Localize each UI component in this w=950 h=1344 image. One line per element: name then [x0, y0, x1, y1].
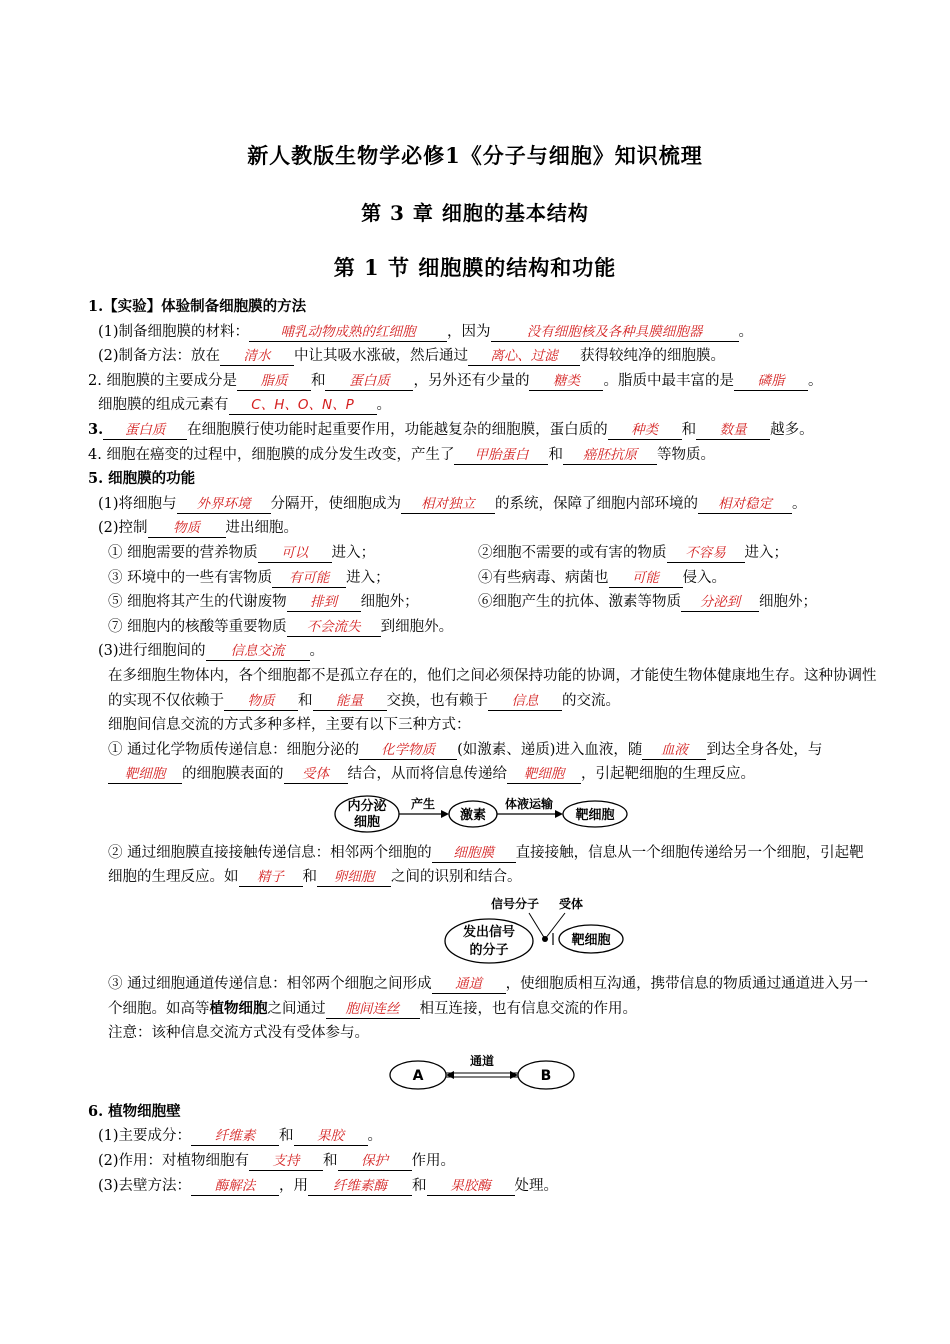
s5-p2: [88, 516, 878, 541]
text: 和: [548, 446, 563, 463]
fill-blank: 有可能: [272, 570, 346, 588]
fill-blank: 酶解法: [191, 1178, 279, 1196]
s5-heading: 5. 细胞膜的功能: [88, 470, 196, 488]
fill-blank: C、H、O、N、P: [229, 397, 377, 415]
s5-items-row3: [88, 590, 878, 615]
fill-blank: 通道: [432, 976, 506, 994]
text: 作用。: [411, 1153, 456, 1170]
fill-blank: 靶细胞: [507, 766, 581, 784]
node-label: A: [412, 1067, 424, 1084]
text: 在细胞膜行使功能时起重要作用，功能越复杂的细胞膜，蛋白质的: [187, 421, 608, 438]
fill-blank: 果胶酶: [427, 1178, 515, 1196]
fill-blank: 受体: [284, 766, 348, 784]
text: (3)去壁方法：: [98, 1177, 192, 1194]
node-label: 细胞: [353, 814, 381, 830]
text: (2)制备方法：放在: [98, 348, 221, 365]
text: 进入；: [331, 544, 376, 561]
flow-diagram-3: [388, 1051, 578, 1091]
text: 获得较纯净的细胞膜。: [580, 348, 726, 365]
list-item: [478, 541, 878, 566]
fill-blank: 纤维素: [191, 1128, 279, 1146]
fill-blank: 癌胚抗原: [563, 447, 657, 465]
fill-blank: 甲胎蛋白: [454, 447, 548, 465]
text: 细胞膜的组成元素有: [98, 397, 229, 414]
text: (1)制备细胞膜的材料：: [98, 323, 250, 340]
text: ① 细胞需要的营养物质: [108, 544, 258, 561]
node-label: 激素: [459, 807, 487, 823]
list-item: [478, 566, 878, 591]
text: 结合，从而将信息传递给: [347, 766, 507, 783]
fill-blank: 哺乳动物成熟的红细胞: [249, 324, 447, 342]
fill-blank: 精子: [239, 869, 303, 887]
chapter-title: 第 3 章 细胞的基本结构: [361, 201, 589, 225]
flow-diagram-2: [443, 895, 633, 967]
text: 越多。: [770, 421, 814, 438]
text: 和: [681, 421, 697, 438]
text: 的细胞膜表面的: [182, 766, 284, 783]
fill-blank: 信息: [488, 693, 562, 711]
text: ，引起靶细胞的生理反应。: [581, 766, 755, 783]
text: ，另外还有少量的: [413, 372, 530, 389]
text: ③ 通过细胞通道传递信息：相邻两个细胞之间形成: [108, 976, 432, 993]
text: 中让其吸水涨破，然后通过: [294, 348, 469, 365]
text: ，使细胞质相互沟通，携带信息的物质通过通道进入另一个细胞。如高等: [108, 976, 869, 1017]
list-item: [88, 541, 478, 566]
s5-items-row1: [88, 541, 878, 566]
fill-blank: 脂质: [237, 373, 311, 391]
fill-blank: 可以: [258, 545, 332, 563]
s2-line2: [88, 393, 878, 418]
text: 处理。: [514, 1177, 559, 1194]
fill-blank: 种类: [608, 422, 682, 440]
fill-blank: 信息交流: [206, 643, 310, 661]
text: 侵入。: [682, 569, 726, 586]
text: 的系统，保障了细胞内部环境的: [495, 495, 699, 512]
text: 。: [376, 397, 391, 414]
s5-note: 注意：该种信息交流方式没有受体参与。: [108, 1025, 369, 1042]
s1-line2: [88, 344, 878, 369]
fill-blank: 物质: [148, 520, 226, 538]
s5-p3: [88, 639, 878, 664]
fill-blank: 血液: [642, 742, 706, 760]
text: 和: [279, 1128, 294, 1145]
fill-blank: 保护: [338, 1153, 412, 1171]
diagram-chemical-signal: [88, 791, 878, 837]
fill-blank: 胞间连丝: [326, 1001, 420, 1019]
s6-l3: [88, 1174, 878, 1199]
text: (1)主要成分：: [98, 1128, 192, 1145]
s5-method1: [88, 738, 878, 787]
node-label: 靶细胞: [571, 933, 611, 949]
diagram-direct-contact: [88, 894, 878, 968]
node-label: B: [540, 1067, 552, 1084]
text: ，用: [279, 1177, 309, 1194]
node-label: 内分泌: [347, 798, 387, 814]
text: 。脂质中最丰富的是: [603, 372, 734, 389]
fill-blank: 排到: [287, 594, 361, 612]
fill-blank: 蛋白质: [325, 373, 413, 391]
channel-label: 通道: [469, 1053, 495, 1068]
fill-blank: 细胞膜: [432, 845, 516, 863]
text: 和: [412, 1177, 427, 1194]
text: ② 通过细胞膜直接接触传递信息：相邻两个细胞的: [108, 844, 432, 861]
fill-blank: 支持: [249, 1153, 323, 1171]
pointer-line: [545, 913, 565, 939]
arrowhead-icon: [510, 1071, 518, 1079]
text: ④有些病毒、病菌也: [478, 569, 609, 586]
text: 2. 细胞膜的主要成分是: [88, 372, 237, 389]
text: 和: [298, 692, 313, 709]
text: (1)将细胞与: [98, 495, 177, 512]
arrowhead-icon: [555, 810, 563, 818]
fill-blank: 清水: [220, 348, 294, 366]
s5-method2: [88, 841, 878, 890]
flow-diagram-1: [333, 793, 633, 835]
text: 等物质。: [656, 446, 715, 463]
text: ① 通过化学物质传递信息：细胞分泌的: [108, 741, 360, 758]
text: ⑦ 细胞内的核酸等重要物质: [108, 618, 287, 635]
text: 进入；: [346, 569, 390, 586]
text: 。: [792, 495, 807, 512]
s6-l2: [88, 1149, 878, 1174]
arrow-label: 体液运输: [504, 796, 554, 811]
signal-label: 信号分子: [490, 897, 540, 912]
text: 进入；: [744, 544, 788, 561]
node-label: 的分子: [469, 943, 509, 959]
bold-term: 植物细胞: [209, 999, 268, 1017]
fill-blank: 可能: [609, 570, 683, 588]
text: (如激素、递质)进入血液，随: [457, 741, 643, 758]
receptor-label: 受体: [558, 897, 584, 912]
fill-blank: 数量: [696, 422, 770, 440]
text: ③ 环境中的一些有害物质: [108, 569, 273, 586]
text: ②细胞不需要的或有害的物质: [478, 544, 667, 561]
s5-items-row2: [88, 566, 878, 591]
list-item: [88, 590, 478, 615]
list-item: [88, 566, 478, 591]
document-title: 新人教版生物学必修1《分子与细胞》知识梳理: [247, 143, 703, 168]
text: 。: [309, 643, 325, 660]
text: 在多细胞生物体内，各个细胞都不是孤立存在的，他们之间必须保持功能的协调，才能使生物体健康地生存。这种协调性的实现不仅依赖于: [108, 667, 877, 709]
s5-para1: [88, 664, 878, 713]
arrowhead-icon: [446, 1071, 454, 1079]
text: 。: [367, 1128, 383, 1145]
text: 。: [807, 372, 823, 389]
fill-blank: 没有细胞核及各种具膜细胞器: [491, 324, 739, 342]
fill-blank: 物质: [224, 693, 298, 711]
fill-blank: 糖类: [529, 373, 603, 391]
text: 细胞外；: [759, 594, 817, 611]
fill-blank: 分泌到: [681, 594, 759, 612]
text: (2)控制: [98, 520, 148, 537]
text: (2)作用：对植物细胞有: [98, 1153, 250, 1170]
node-label: 靶细胞: [575, 807, 615, 823]
text: 到达全身各处，与: [706, 741, 823, 758]
arrowhead-icon: [441, 810, 449, 818]
arrow-label: 产生: [410, 796, 436, 811]
text: 和: [310, 372, 326, 389]
fill-blank: 不会流失: [287, 619, 381, 637]
text: 进出细胞。: [225, 520, 299, 537]
s1-heading: 1.【实验】体验制备细胞膜的方法: [88, 298, 307, 315]
text: 交换，也有赖于: [386, 692, 488, 709]
fill-blank: 相对独立: [401, 496, 495, 514]
fill-blank: 靶细胞: [108, 766, 182, 784]
fill-blank: 外界环境: [177, 496, 271, 514]
list-item: [478, 590, 878, 615]
text: 直接接触，信息从一个细胞传递给另一个细胞，引起靶细胞的生理反应。如: [108, 844, 864, 886]
fill-blank: 能量: [313, 693, 387, 711]
text: 相互连接，也有信息交流的作用。: [419, 1000, 637, 1017]
s5-para2: 细胞间信息交流的方式多种多样，主要有以下三种方式：: [108, 717, 471, 734]
s1-line1: [88, 320, 878, 345]
text: 到细胞外。: [380, 618, 454, 635]
fill-blank: 相对稳定: [698, 496, 792, 514]
s5-p1: [88, 492, 878, 517]
section-title: 第 1 节 细胞膜的结构和功能: [333, 255, 617, 280]
text: 和: [302, 869, 317, 886]
s6-heading: 6. 植物细胞壁: [88, 1102, 181, 1120]
item-number: 3.: [88, 420, 104, 438]
fill-blank: 不容易: [667, 545, 745, 563]
fill-blank: 卵细胞: [317, 869, 391, 887]
text: (3)进行细胞间的: [98, 643, 206, 660]
text: ⑤ 细胞将其产生的代谢废物: [108, 594, 287, 611]
s5-method3: [88, 972, 878, 1021]
fill-blank: 蛋白质: [103, 422, 187, 440]
text: 4. 细胞在癌变的过程中，细胞膜的成分发生改变，产生了: [88, 446, 455, 463]
fill-blank: 果胶: [294, 1128, 368, 1146]
text: 细胞外；: [360, 594, 419, 611]
text: 之间的识别和结合。: [391, 869, 522, 886]
fill-blank: 纤维素酶: [308, 1178, 412, 1196]
s5-item7: [88, 615, 878, 640]
text: ⑥细胞产生的抗体、激素等物质: [478, 594, 681, 611]
text: 之间通过: [267, 1000, 326, 1017]
fill-blank: 离心、过滤: [468, 348, 580, 366]
text: 分隔开，使细胞成为: [270, 495, 402, 512]
node-label: 发出信号: [462, 925, 516, 941]
text: 。: [738, 323, 754, 340]
s3-line: [88, 418, 878, 443]
content-body: [88, 295, 878, 1198]
s4-line: [88, 443, 878, 468]
text: 的交流。: [562, 692, 620, 709]
text: ，因为: [447, 323, 491, 340]
s6-l1: [88, 1124, 878, 1149]
diagram-channel: [88, 1050, 878, 1092]
s2-line1: [88, 369, 878, 394]
fill-blank: 磷脂: [734, 373, 808, 391]
text: 和: [323, 1153, 338, 1170]
fill-blank: 化学物质: [359, 742, 457, 760]
